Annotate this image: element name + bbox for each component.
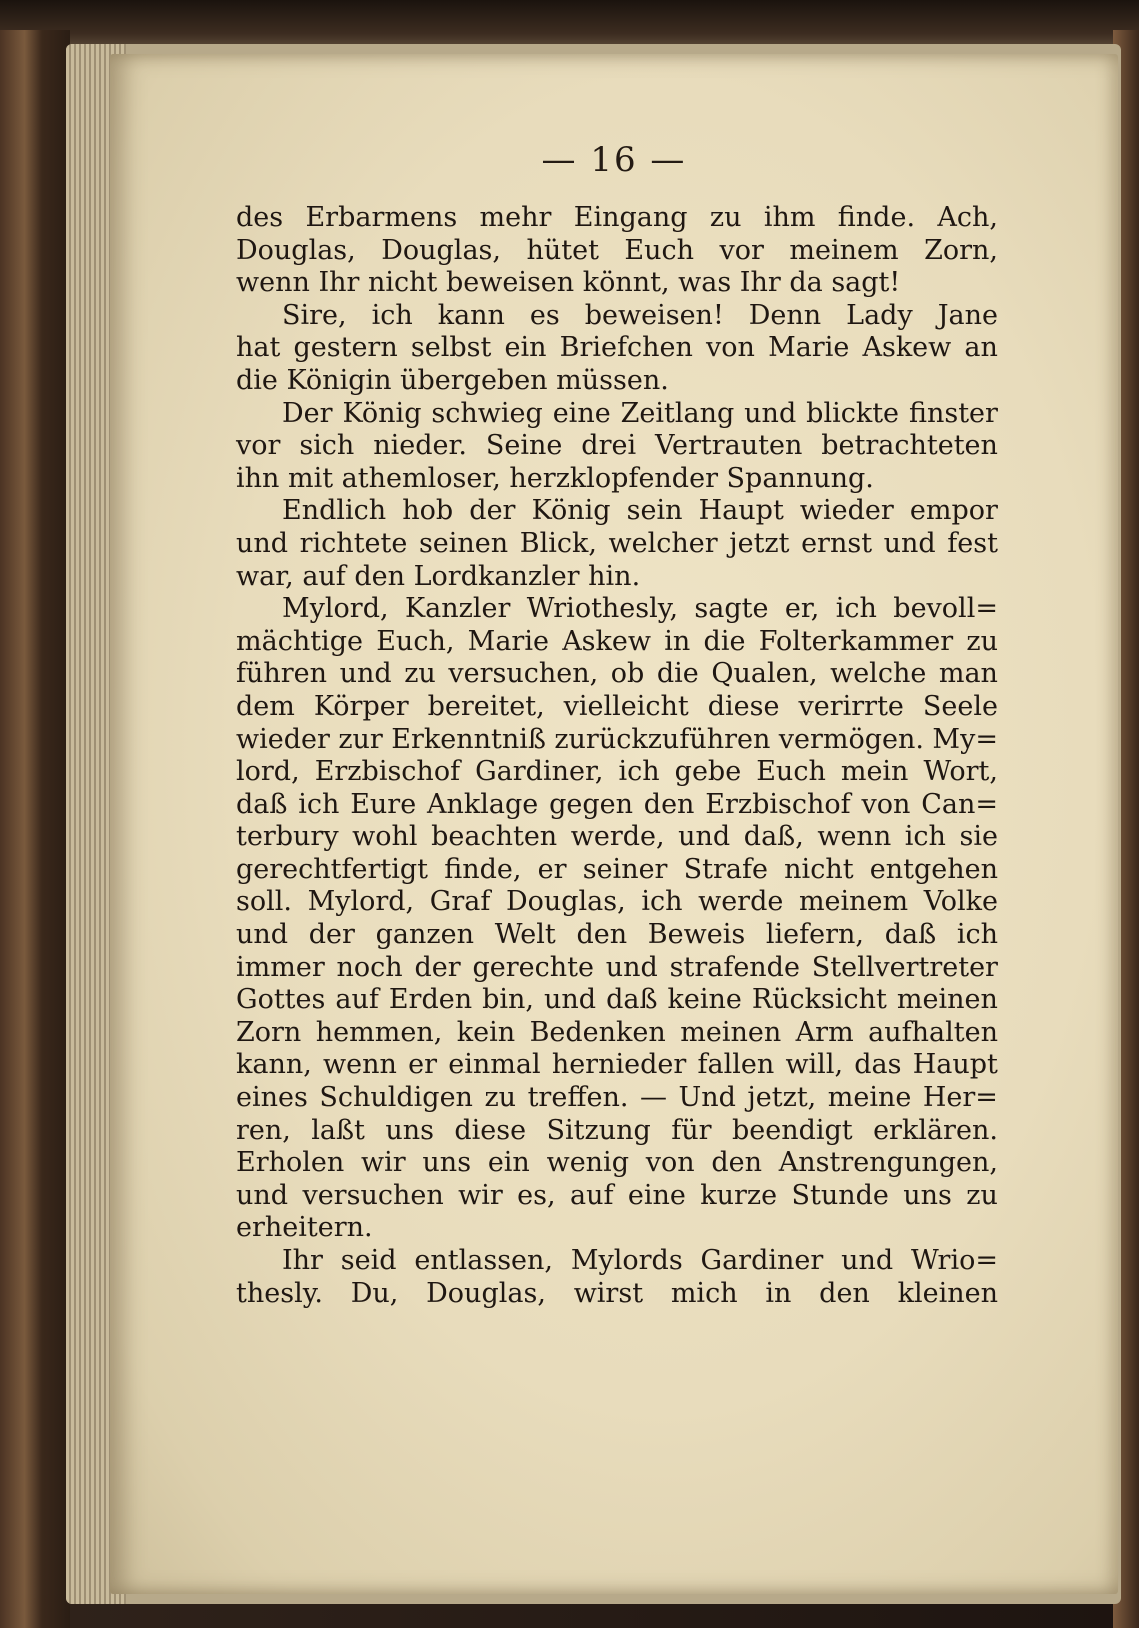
text-line: wieder zur Erkenntniß zurückzuführen vermögen. My= bbox=[236, 723, 998, 755]
text-line: Mylord, Kanzler Wriothesly, sagte er, ich bevoll= bbox=[282, 593, 998, 625]
book-page bbox=[110, 54, 1118, 1594]
text-line: und richtete seinen Blick, welcher jetzt ernst und fest bbox=[236, 527, 998, 559]
text-line: Der König schwieg eine Zeitlang und blickte finster bbox=[282, 397, 998, 429]
text-line: Ihr seid entlassen, Mylords Gardiner und Wrio= bbox=[282, 1245, 998, 1276]
text-line: gerechtfertigt finde, er seiner Strafe nicht entgehen bbox=[236, 853, 998, 885]
text-line: kann, wenn er einmal hernieder fallen will, das Haupt bbox=[236, 1049, 998, 1081]
text-line: war, auf den Lordkanzler hin. bbox=[236, 560, 641, 592]
text-line: daß ich Eure Anklage gegen den Erzbischof von Can= bbox=[236, 788, 998, 820]
text-line: wenn Ihr nicht beweisen könnt, was Ihr da sagt! bbox=[236, 267, 901, 299]
text-line: und versuchen wir es, auf eine kurze Stunde uns zu bbox=[236, 1179, 998, 1211]
text-line: Gottes auf Erden bin, und daß keine Rücksicht meinen bbox=[236, 984, 998, 1016]
text-line: Sire, ich kann es beweisen! Denn Lady Jane bbox=[282, 299, 998, 331]
text-line: führen und zu versuchen, ob die Qualen, welche man bbox=[236, 658, 998, 690]
text-line: ren, laßt uns diese Sitzung für beendigt erklären. bbox=[236, 1114, 998, 1146]
text-line: eines Schuldigen zu treffen. — Und jetzt, meine Her= bbox=[236, 1082, 998, 1114]
text-line: hat gestern selbst ein Briefchen von Marie Askew an bbox=[236, 332, 998, 364]
text-line: mächtige Euch, Marie Askew in die Folterkammer zu bbox=[236, 625, 998, 657]
book-cover-left bbox=[0, 30, 70, 1628]
text-line: des Erbarmens mehr Eingang zu ihm finde. Ach, bbox=[236, 202, 998, 233]
text-line: dem Körper bereitet, vielleicht diese verirrte Seele bbox=[236, 690, 998, 722]
scan-top-edge bbox=[0, 0, 1139, 48]
text-line: erheitern. bbox=[236, 1212, 373, 1244]
page-number: — 16 — bbox=[541, 140, 687, 180]
text-line: terbury wohl beachten werde, und daß, wenn ich sie bbox=[236, 821, 998, 853]
text-line: Douglas, Douglas, hütet Euch vor meinem Zorn, bbox=[236, 234, 998, 266]
text-line: thesly. Du, Douglas, wirst mich in den kleinen bbox=[236, 1277, 998, 1309]
text-line: ihn mit athemloser, herzklopfender Spannung. bbox=[236, 462, 874, 494]
text-line: Endlich hob der König sein Haupt wieder empor bbox=[282, 495, 998, 527]
text-line: immer noch der gerechte und strafende Stellvertreter bbox=[236, 951, 998, 983]
text-line: Erholen wir uns ein wenig von den Anstrengungen, bbox=[236, 1147, 998, 1179]
text-line: soll. Mylord, Graf Douglas, ich werde meinem Volke bbox=[236, 886, 998, 918]
text-line: und der ganzen Welt den Beweis liefern, daß ich bbox=[236, 919, 998, 951]
body-text bbox=[236, 202, 998, 1310]
text-line: lord, Erzbischof Gardiner, ich gebe Euch mein Wort, bbox=[236, 756, 998, 788]
text-line: Zorn hemmen, kein Bedenken meinen Arm aufhalten bbox=[236, 1016, 998, 1048]
text-line: die Königin übergeben müssen. bbox=[236, 364, 669, 396]
text-line: vor sich nieder. Seine drei Vertrauten betrachteten bbox=[236, 430, 998, 462]
